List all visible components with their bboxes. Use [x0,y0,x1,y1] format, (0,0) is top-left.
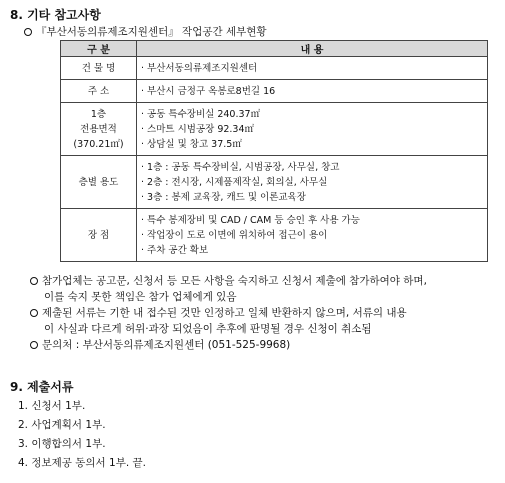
circle-bullet-icon [30,341,38,349]
list-item: 3. 이행합의서 1부. [18,438,106,450]
table-row [61,209,488,262]
table-row [61,156,488,209]
value-line: · 2층 : 전시장, 시제품제작실, 회의실, 사무실 [141,175,487,190]
row-value [137,80,488,103]
value-line: · 3층 : 봉제 교육장, 캐드 및 이론교육장 [141,190,487,205]
value-line: · 특수 봉제장비 및 CAD / CAM 등 승인 후 사용 가능 [141,213,487,228]
table-row [61,57,488,80]
row-label: 층별 용도 [61,156,137,209]
label-line: 전용면적 [80,123,117,135]
note-line: 제출된 서류는 기한 내 접수된 것만 인정하고 일체 반환하지 않으며, 서류의 내용 [42,307,407,319]
note-item [30,273,427,288]
circle-bullet-icon [30,309,38,317]
note-line: 문의처 : 부산서동의류제조지원센터 (051-525-9968) [42,339,291,351]
row-label [61,103,137,156]
row-value [137,57,488,80]
note-line: 참가업체는 공고문, 신청서 등 모든 사항을 숙지하고 신청서 제출에 참가하여야 하며, [42,275,427,287]
value-line: · 부산시 금정구 옥봉로8번길 16 [141,84,487,99]
list-item: 4. 정보제공 동의서 1부. 끝. [18,457,147,469]
table-row [61,103,488,156]
value-line: · 공동 특수장비실 240.37㎡ [141,107,487,122]
header-content: 내 용 [137,41,488,57]
note-item [30,305,407,320]
value-line: · 주차 공간 확보 [141,243,487,258]
value-line: · 상담실 및 창고 37.5㎡ [141,137,487,152]
note-item [30,337,290,352]
table-row [61,80,488,103]
value-line: · 부산서동의류제조지원센터 [141,61,487,76]
value-line: · 1층 : 공동 특수장비실, 시범공장, 사무실, 창고 [141,160,487,175]
table-caption-text: 『부산서동의류제조지원센터』 작업공간 세부현황 [36,26,267,38]
circle-bullet-icon [24,28,32,36]
list-item: 1. 신청서 1부. [18,400,86,412]
header-category: 구 분 [61,41,137,57]
table-header-row [61,41,488,57]
list-item: 2. 사업계획서 1부. [18,419,106,431]
row-label: 장 점 [61,209,137,262]
label-line: 1층 [90,108,107,120]
row-label: 건 물 명 [61,57,137,80]
section-8-title: 8. 기타 참고사항 [10,8,101,22]
label-line: (370.21㎡) [73,138,124,150]
value-line: · 작업장이 도로 이면에 위치하여 접근이 용이 [141,228,487,243]
workspace-detail-table [60,40,488,262]
row-label: 주 소 [61,80,137,103]
row-value [137,156,488,209]
row-value [137,209,488,262]
value-line: · 스마트 시범공장 92.34㎡ [141,122,487,137]
table-caption [24,24,267,39]
row-value [137,103,488,156]
section-9-title: 9. 제출서류 [10,380,74,394]
circle-bullet-icon [30,277,38,285]
note-line: 이 사실과 다르게 허위·과장 되었음이 추후에 판명될 경우 신청이 취소됨 [44,323,372,335]
note-line: 이를 숙지 못한 책임은 참가 업체에게 있음 [44,291,237,303]
